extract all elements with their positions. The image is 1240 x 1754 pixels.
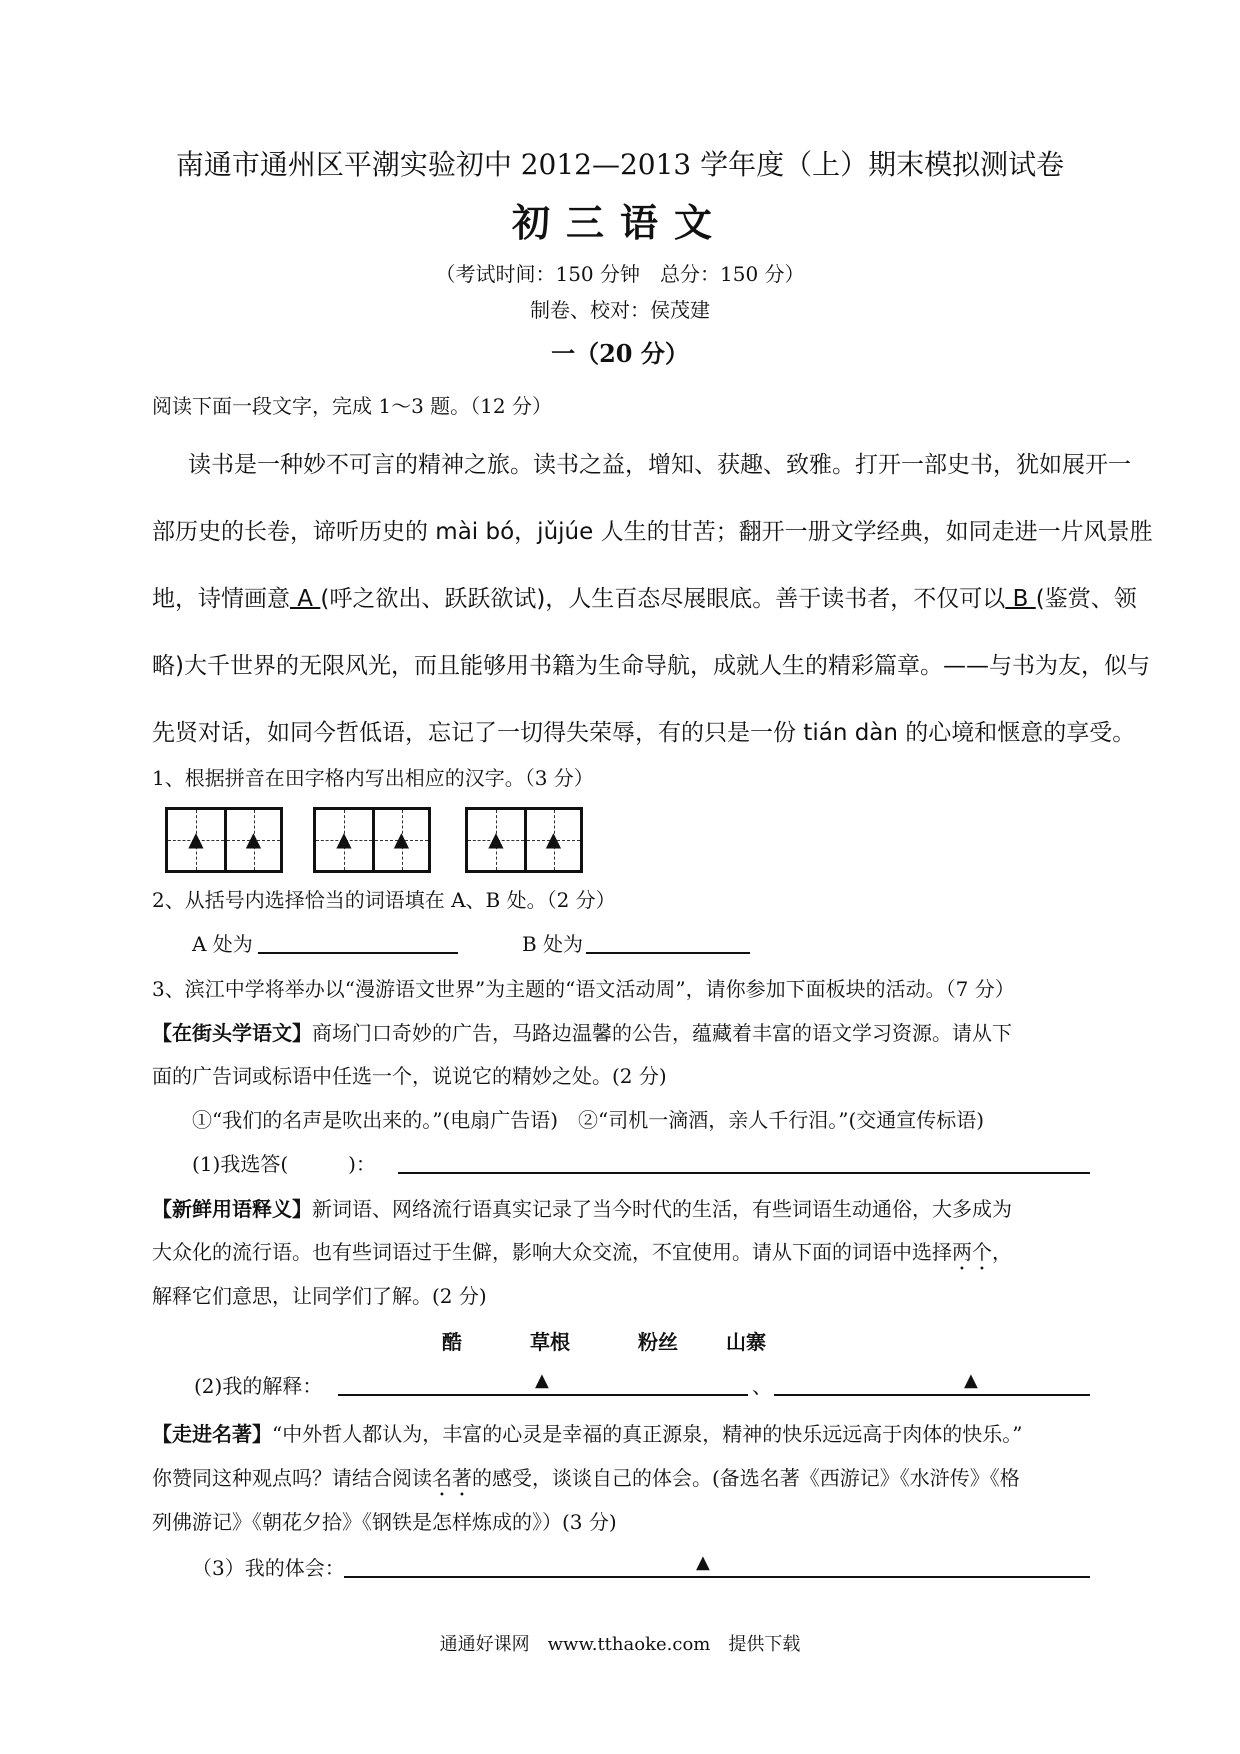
blank-b: B xyxy=(1005,586,1036,612)
passage-line-3c: (鉴赏、领 xyxy=(1035,586,1137,612)
answer-a-field[interactable] xyxy=(258,952,458,954)
part-1-line-1 xyxy=(152,1017,1012,1046)
passage-line-5: 先贤对话，如同今哲低语，忘记了一切得失荣辱，有的只是一份 tián dàn 的心境和惬意的享受。 xyxy=(152,720,1136,746)
triangle-marker: ▲ xyxy=(393,826,410,851)
answer-2-field-2[interactable] xyxy=(774,1394,1090,1396)
part-3-text-2a: 你赞同这种观点吗？请结合阅读 xyxy=(152,1466,432,1490)
footer-source: 通通好课网 www.tthaoke.com 提供下载 xyxy=(439,1634,801,1655)
tianzige-group-1[interactable] xyxy=(165,807,283,873)
subject-title: 初三语文 xyxy=(511,200,728,245)
part-2-text: 新词语、网络流行语真实记录了当今时代的生活，有些词语生动通俗，大多成为 xyxy=(312,1197,1012,1221)
question-3: 3、滨江中学将举办以“漫游语文世界”为主题的“语文活动周”，请你参加下面板块的活动。（7 分） xyxy=(152,977,1015,1001)
answer-b-label: B 处为 xyxy=(522,932,584,956)
tianzige-cell[interactable] xyxy=(372,810,428,870)
passage-line-4: 略)大千世界的无限风光，而且能够用书籍为生命导航，成就人生的精彩篇章。——与书为友，似与 xyxy=(152,653,1150,679)
part-2-line-3: 解释它们意思，让同学们了解。(2 分) xyxy=(152,1284,487,1308)
triangle-marker: ▲ xyxy=(545,826,562,851)
word-1: 酷 xyxy=(442,1330,462,1354)
part-3-text-2b: 的感受，谈谈自己的体会。(备选名著《西游记》《水浒传》《格 xyxy=(472,1466,1020,1490)
question-2: 2、从括号内选择恰当的词语填在 A、B 处。（2 分） xyxy=(152,888,616,912)
triangle-marker: ▲ xyxy=(696,1552,710,1573)
exam-maker: 制卷、校对：侯茂建 xyxy=(530,298,710,322)
part-1-title: 【在街头学语文】 xyxy=(152,1021,312,1045)
tianzige-cell[interactable] xyxy=(468,810,524,870)
triangle-marker: ▲ xyxy=(188,826,204,851)
triangle-marker: ▲ xyxy=(245,826,262,851)
part-3-line-3: 列佛游记》《朝花夕拾》《钢铁是怎样炼成的》）(3 分) xyxy=(152,1510,617,1534)
passage-line-3a: 地，诗情画意 xyxy=(152,586,290,612)
reading-instruction: 阅读下面一段文字，完成 1～3 题。（12 分） xyxy=(152,394,552,418)
word-2: 草根 xyxy=(530,1330,570,1354)
part-2-line-1 xyxy=(152,1193,1012,1222)
part-1-text: 商场门口奇妙的广告，马路边温馨的公告，蕴藏着丰富的语文学习资源。请从下 xyxy=(312,1021,1012,1045)
tianzige-cell[interactable] xyxy=(168,810,224,870)
part-3-text: “中外哲人都认为，丰富的心灵是幸福的真正源泉，精神的快乐远远高于肉体的快乐。” xyxy=(272,1422,1023,1446)
answer-2-separator: 、 xyxy=(752,1374,772,1398)
answer-a-label: A 处为 xyxy=(192,932,253,956)
emphasis-two: 两个 xyxy=(952,1240,992,1264)
passage-line-3 xyxy=(152,580,1137,613)
answer-2-label: (2)我的解释： xyxy=(194,1374,323,1398)
answer-1-label: (1)我选答( )： xyxy=(192,1152,376,1176)
answer-3-field[interactable] xyxy=(344,1576,1090,1578)
part-3-line-2 xyxy=(152,1462,1020,1501)
part-3-title: 【走进名著】 xyxy=(152,1422,272,1446)
triangle-marker: ▲ xyxy=(964,1370,978,1391)
exam-info: （考试时间：150 分钟 总分：150 分） xyxy=(435,262,805,286)
part-2-text-2a: 大众化的流行语。也有些词语过于生僻，影响大众交流，不宜使用。请从下面的词语中选择 xyxy=(152,1240,952,1264)
tianzige-group-3[interactable] xyxy=(465,807,583,873)
part-1-line-2: 面的广告词或标语中任选一个，说说它的精妙之处。(2 分) xyxy=(152,1064,667,1088)
blank-a: A xyxy=(290,586,321,612)
part-3-line-1 xyxy=(152,1418,1022,1447)
tianzige-group-2[interactable] xyxy=(313,807,431,873)
passage-line-2: 部历史的长卷，谛听历史的 mài bó，jǔjúe 人生的甘苦；翻开一册文学经典，如同走进一片风景胜 xyxy=(152,519,1153,545)
part-2-line-2 xyxy=(152,1236,1012,1275)
triangle-marker: ▲ xyxy=(488,826,504,851)
answer-2-field-1[interactable] xyxy=(338,1394,748,1396)
question-1: 1、根据拼音在田字格内写出相应的汉字。（3 分） xyxy=(152,766,594,790)
word-4: 山寨 xyxy=(726,1330,766,1354)
triangle-marker: ▲ xyxy=(336,826,352,851)
passage-line-3b: (呼之欲出、跃跃欲试)，人生百态尽展眼底。善于读书者，不仅可以 xyxy=(320,586,1006,612)
tianzige-cell[interactable] xyxy=(524,810,580,870)
part-2-title: 【新鲜用语释义】 xyxy=(152,1197,312,1221)
part-2-text-2b: ， xyxy=(992,1240,1012,1264)
triangle-marker: ▲ xyxy=(535,1370,549,1391)
slogan-options: ①“我们的名声是吹出来的。”(电扇广告语) ②“司机一滴酒，亲人千行泪。”(交通宣传标语) xyxy=(192,1108,985,1132)
word-3: 粉丝 xyxy=(638,1330,678,1354)
section-heading: 一（20 分） xyxy=(551,339,689,368)
emphasis-masterpiece: 名著 xyxy=(432,1466,472,1490)
exam-title: 南通市通州区平潮实验初中 2012—2013 学年度（上）期末模拟测试卷 xyxy=(175,148,1065,181)
passage-line-1: 读书是一种妙不可言的精神之旅。读书之益，增知、获趣、致雅。打开一部史书，犹如展开一 xyxy=(188,452,1131,478)
answer-b-field[interactable] xyxy=(586,952,750,954)
tianzige-cell[interactable] xyxy=(224,810,280,870)
tianzige-cell[interactable] xyxy=(316,810,372,870)
answer-1-field[interactable] xyxy=(398,1172,1090,1174)
answer-3-label: （3）我的体会： xyxy=(192,1556,345,1580)
